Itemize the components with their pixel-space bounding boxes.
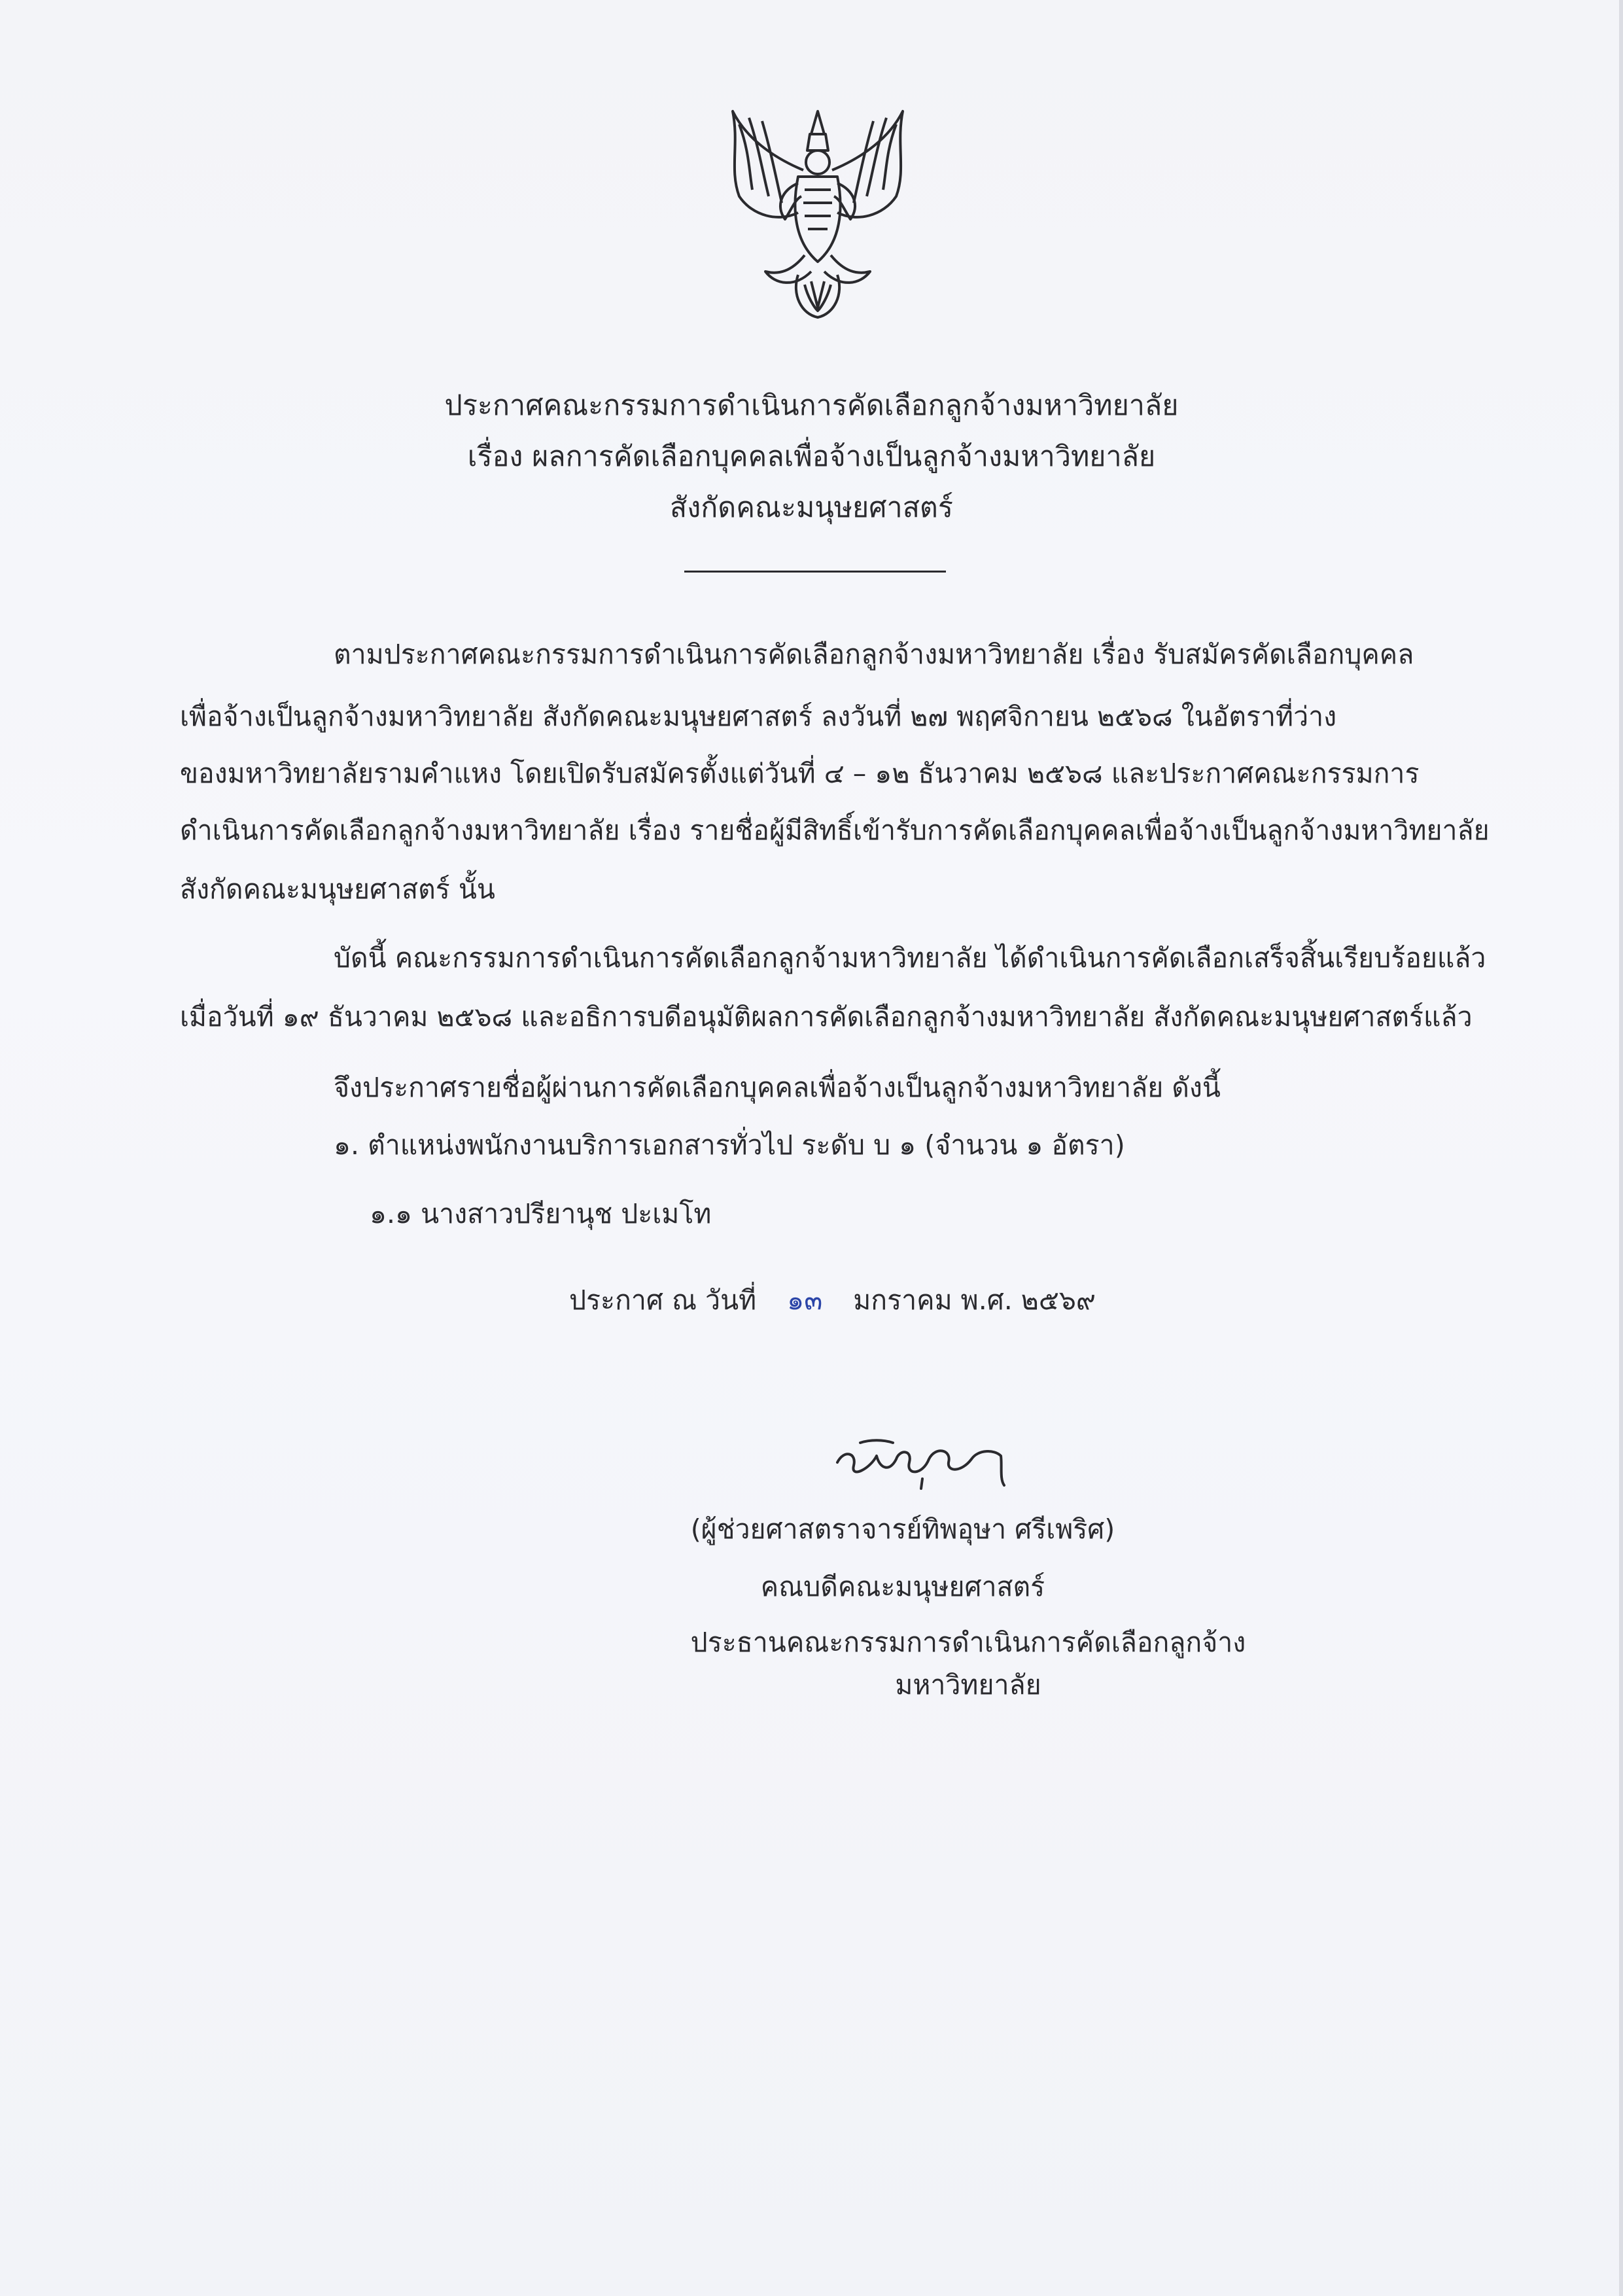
candidate-line: ๑.๑ นางสาวปรียานุช ปะเมโท <box>370 1198 712 1229</box>
paragraph-1-line-2: เพื่อจ้างเป็นลูกจ้างมหาวิทยาลัย สังกัดคณะมนุษยศาสตร์ ลงวันที่ ๒๗ พฤศจิกายน ๒๕๖๘ ในอัตราที่ว่าง <box>180 701 1337 732</box>
paragraph-1-line-3: ของมหาวิทยาลัยรามคำแหง โดยเปิดรับสมัครตั้งแต่วันที่ ๔ – ๑๒ ธันวาคม ๒๕๖๘ และประกาศคณะกรรมการ <box>180 758 1420 789</box>
date-day: ๑๓ <box>787 1284 823 1316</box>
paragraph-1-line-1: ตามประกาศคณะกรรมการดำเนินการคัดเลือกลูกจ้างมหาวิทยาลัย เรื่อง รับสมัครคัดเลือกบุคคล <box>334 639 1414 670</box>
position-line: ๑. ตำแหน่งพนักงานบริการเอกสารทั่วไป ระดับ บ ๑ (จำนวน ๑ อัตรา) <box>334 1129 1125 1161</box>
paragraph-1-line-5: สังกัดคณะมนุษยศาสตร์ นั้น <box>180 874 495 905</box>
signatory-name: (ผู้ช่วยศาสตราจารย์ทิพอุษา ศรีเพริศ) <box>690 1513 1115 1545</box>
date-prefix: ประกาศ ณ วันที่ <box>569 1284 757 1316</box>
page-edge <box>1619 0 1623 2296</box>
paragraph-3-line-1: จึงประกาศรายชื่อผู้ผ่านการคัดเลือกบุคคลเพื่อจ้างเป็นลูกจ้างมหาวิทยาลัย ดังนี้ <box>334 1072 1221 1103</box>
signatory-title-2: ประธานคณะกรรมการดำเนินการคัดเลือกลูกจ้างมหาวิทยาลัย <box>690 1627 1246 1701</box>
announcement-date <box>569 1279 1096 1322</box>
title-line-2: เรื่อง ผลการคัดเลือกบุคคลเพื่อจ้างเป็นลูกจ้างมหาวิทยาลัย <box>467 440 1156 473</box>
paragraph-1-line-4: ดำเนินการคัดเลือกลูกจ้างมหาวิทยาลัย เรื่อง รายชื่อผู้มีสิทธิ์เข้ารับการคัดเลือกบุคคลเพื่อจ้างเป็นลูกจ้างมหาวิทยาลัย <box>180 815 1490 846</box>
signatory-title-1: คณบดีคณะมนุษยศาสตร์ <box>760 1571 1045 1602</box>
title-line-3: สังกัดคณะมนุษยศาสตร์ <box>670 491 953 524</box>
paragraph-2-line-2: เมื่อวันที่ ๑๙ ธันวาคม ๒๕๖๘ และอธิการบดีอนุมัติผลการคัดเลือกลูกจ้างมหาวิทยาลัย สังกัดคณะมนุษยศาสตร์แล้ว <box>180 1001 1473 1033</box>
paragraph-2-line-1: บัดนี้ คณะกรรมการดำเนินการคัดเลือกลูกจ้ามหาวิทยาลัย ได้ดำเนินการคัดเลือกเสร็จสิ้นเรียบร้อยแล้ว <box>334 942 1486 974</box>
date-suffix: มกราคม พ.ศ. ๒๕๖๙ <box>853 1284 1096 1316</box>
garuda-emblem-icon <box>713 98 922 321</box>
title-divider <box>684 571 946 573</box>
title-line-1: ประกาศคณะกรรมการดำเนินการคัดเลือกลูกจ้างมหาวิทยาลัย <box>444 389 1179 422</box>
handwritten-signature <box>831 1423 1027 1495</box>
